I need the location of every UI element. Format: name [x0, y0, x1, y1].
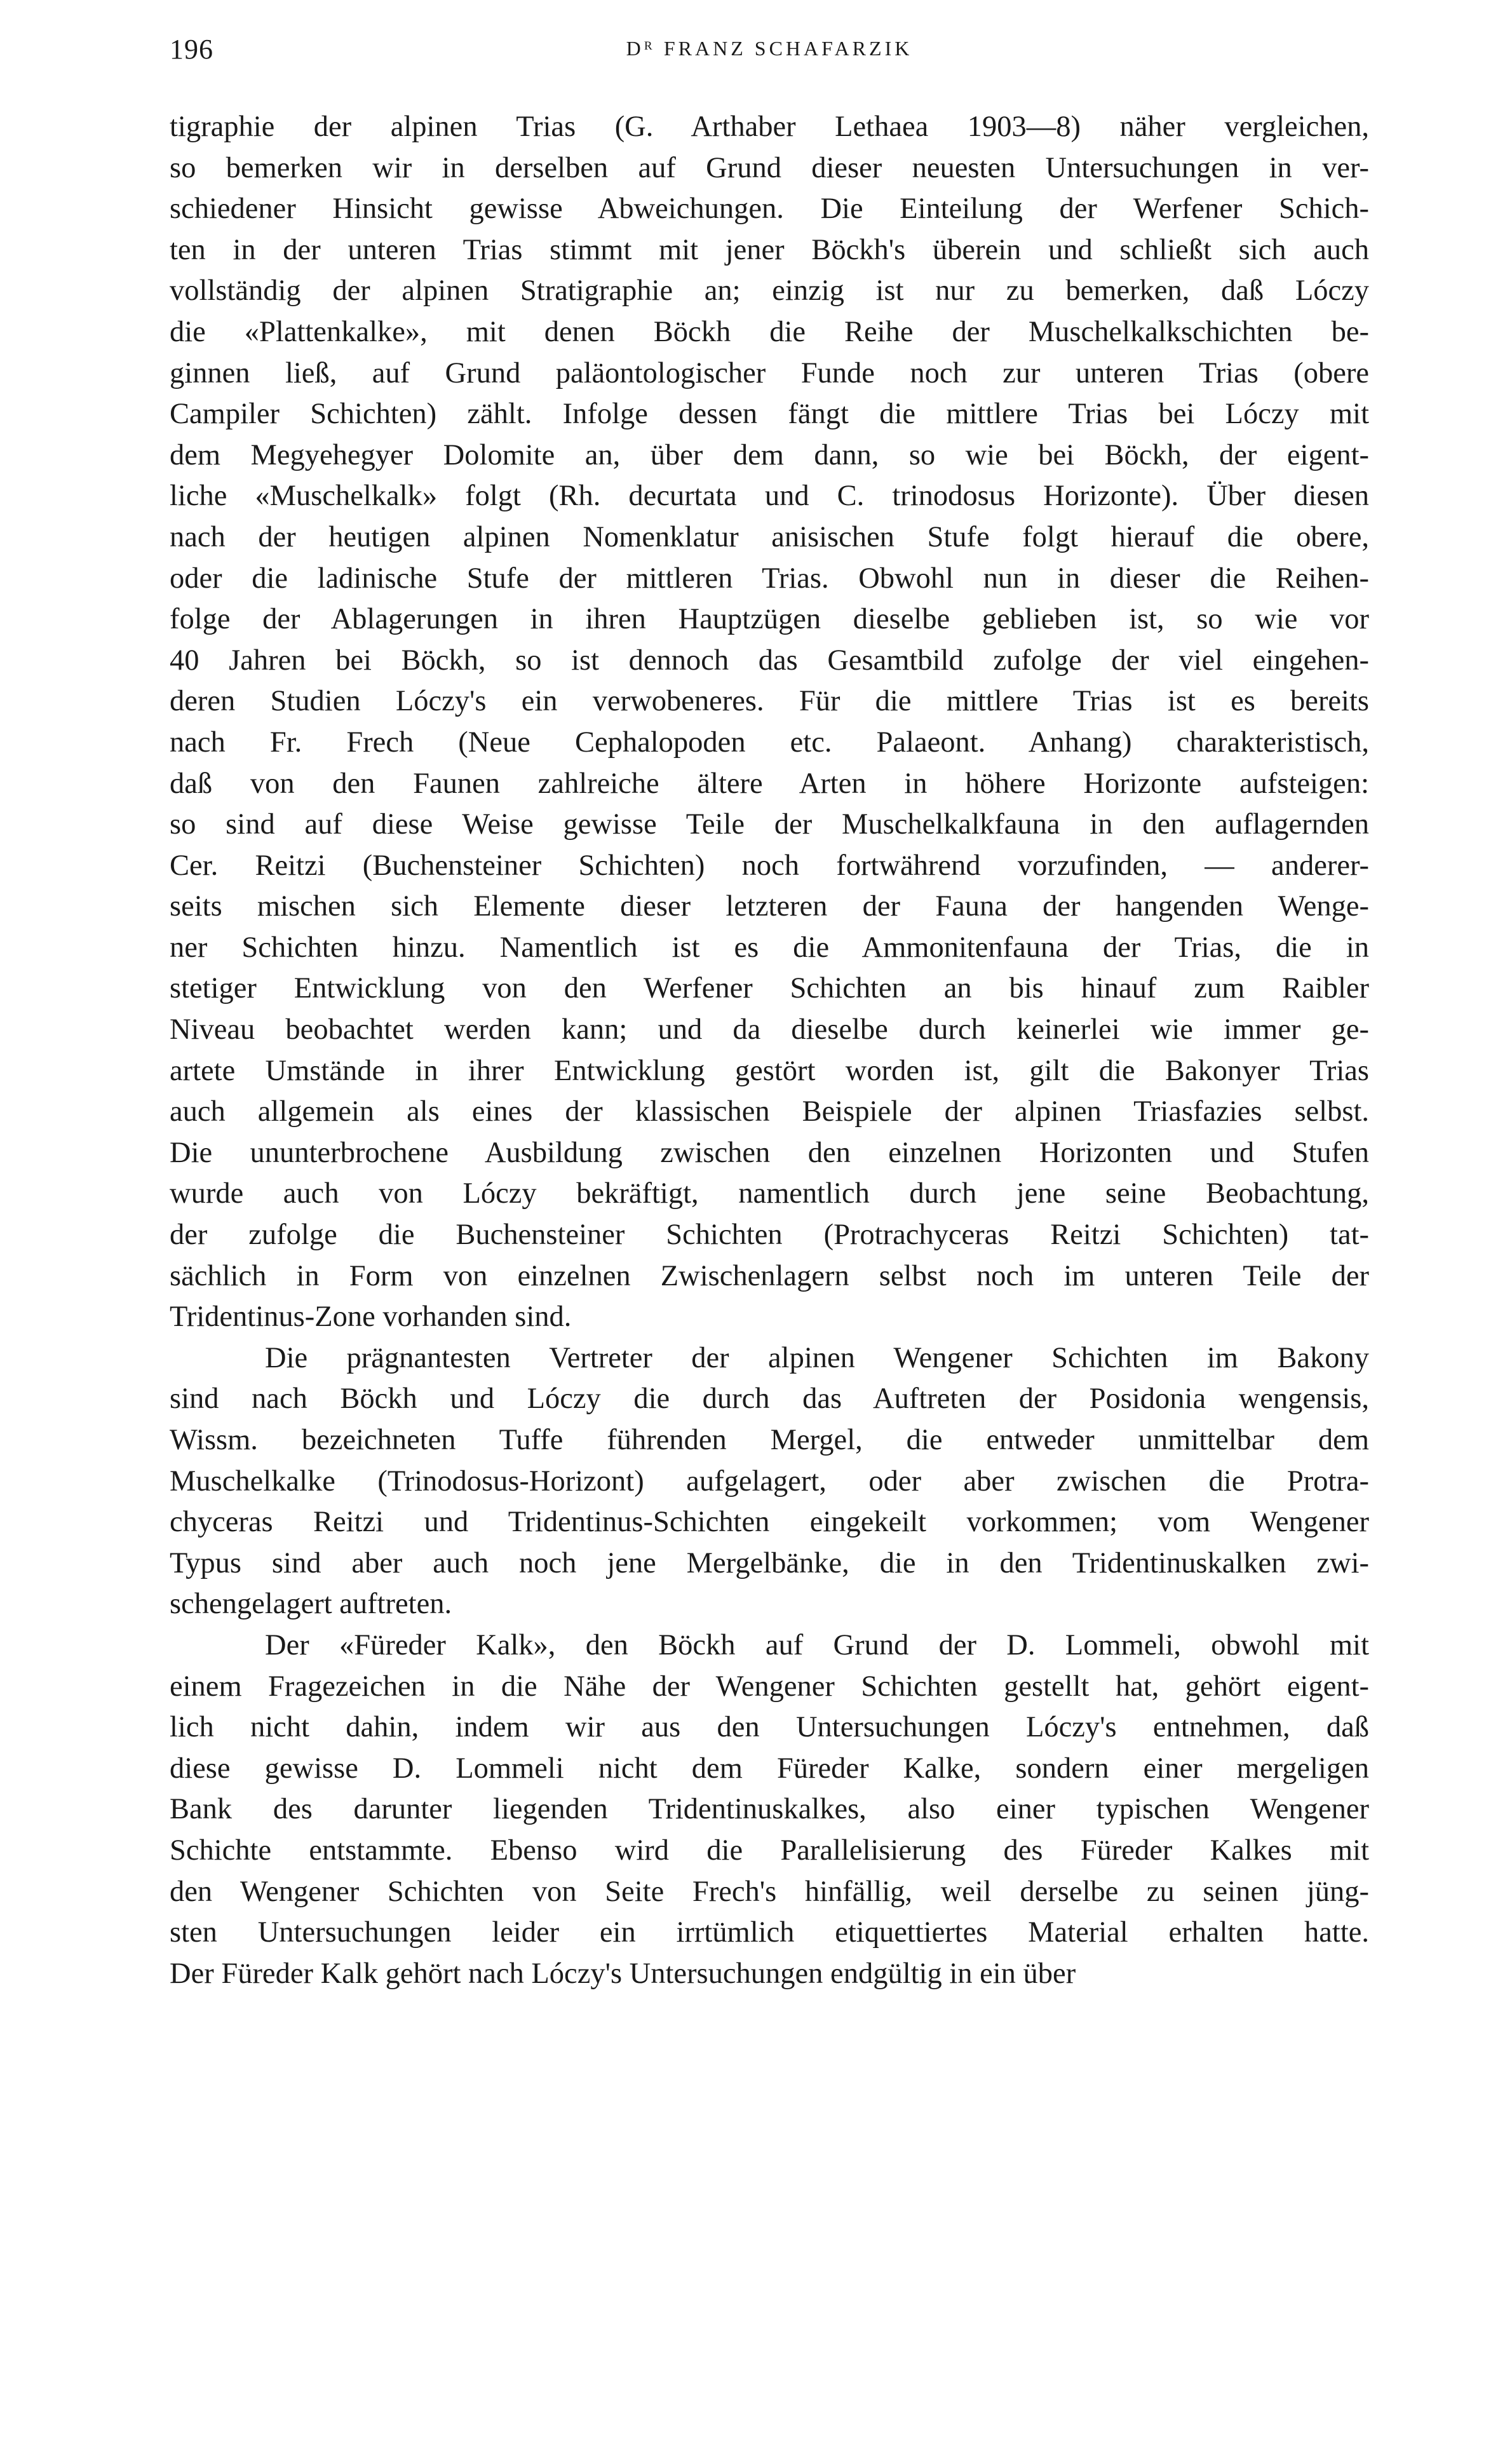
text-line: Wissm. bezeichneten Tuffe führenden Mergel, die entweder unmittelbar dem: [170, 1424, 1369, 1456]
paragraph: [170, 1338, 1369, 1625]
page-header: [170, 33, 1369, 71]
text-line: daß von den Faunen zahlreiche ältere Arten in höhere Horizonte aufsteigen:: [170, 767, 1369, 800]
text-line: 40 Jahren bei Böckh, so ist dennoch das Gesamtbild zufolge der viel eingehen-: [170, 644, 1369, 677]
paragraph: [170, 107, 1369, 1338]
text-line: Schichte entstammte. Ebenso wird die Parallelisierung des Füreder Kalkes mit: [170, 1834, 1369, 1867]
text-line: Typus sind aber auch noch jene Mergelbänke, die in den Tridentinuskalken zwi-: [170, 1546, 1369, 1579]
text-line: liche «Muschelkalk» folgt (Rh. decurtata und C. trinodosus Horizonte). Über diesen: [170, 480, 1369, 513]
paragraph: [170, 1625, 1369, 1994]
text-line: folge der Ablagerungen in ihren Hauptzügen dieselbe geblieben ist, so wie vor: [170, 603, 1369, 636]
text-line: sächlich in Form von einzelnen Zwischenlagern selbst noch im unteren Teile der: [170, 1259, 1369, 1292]
text-line: nach der heutigen alpinen Nomenklatur anisischen Stufe folgt hierauf die obere,: [170, 520, 1369, 553]
text-line: Niveau beobachtet werden kann; und da dieselbe durch keinerlei wie immer ge-: [170, 1013, 1369, 1046]
text-line: so bemerken wir in derselben auf Grund dieser neuesten Untersuchungen in ver-: [170, 151, 1369, 184]
running-head: Dᴿ FRANZ SCHAFARZIK: [626, 37, 913, 60]
text-line: der zufolge die Buchensteiner Schichten (Protrachyceras Reitzi Schichten) tat-: [170, 1219, 1369, 1252]
text-line: Die ununterbrochene Ausbildung zwischen den einzelnen Horizonten und Stufen: [170, 1136, 1369, 1169]
text-line: ten in der unteren Trias stimmt mit jener Böckh's überein und schließt sich auch: [170, 233, 1369, 266]
text-line: Muschelkalke (Trinodosus-Horizont) aufgelagert, oder aber zwischen die Protra-: [170, 1464, 1369, 1498]
text-line: nach Fr. Frech (Neue Cephalopoden etc. Palaeont. Anhang) charakteristisch,: [170, 726, 1369, 759]
text-line: die «Plattenkalke», mit denen Böckh die Reihe der Muschelkalkschichten be-: [170, 315, 1369, 348]
text-line: seits mischen sich Elemente dieser letzteren der Fauna der hangenden Wenge-: [170, 890, 1369, 923]
text-line: schiedener Hinsicht gewisse Abweichungen. Die Einteilung der Werfener Schich-: [170, 193, 1369, 226]
text-line: Campiler Schichten) zählt. Infolge dessen fängt die mittlere Trias bei Lóczy mit: [170, 398, 1369, 431]
text-line: diese gewisse D. Lommeli nicht dem Füreder Kalke, sondern einer mergeligen: [170, 1752, 1369, 1785]
text-line: wurde auch von Lóczy bekräftigt, namentlich durch jene seine Beobachtung,: [170, 1177, 1369, 1210]
text-line: ginnen ließ, auf Grund paläontologischer Funde noch zur unteren Trias (obere: [170, 356, 1369, 389]
text-line: Der «Füreder Kalk», den Böckh auf Grund der D. Lommeli, obwohl mit: [265, 1628, 1369, 1661]
text-line: Bank des darunter liegenden Tridentinuskalkes, also einer typischen Wengener: [170, 1793, 1369, 1826]
text-line: artete Umstände in ihrer Entwicklung gestört worden ist, gilt die Bakonyer Trias: [170, 1054, 1369, 1087]
text-line: auch allgemein als eines der klassischen Beispiele der alpinen Triasfazies selbst.: [170, 1095, 1369, 1128]
text-line: Der Füreder Kalk gehört nach Lóczy's Untersuchungen endgültig in ein über: [170, 1957, 1076, 1990]
body-text: [170, 107, 1369, 1994]
text-line: den Wengener Schichten von Seite Frech's hinfällig, weil derselbe zu seinen jüng-: [170, 1875, 1369, 1908]
text-line: sten Untersuchungen leider ein irrtümlich etiquettiertes Material erhalten hatte.: [170, 1916, 1369, 1949]
text-line: dem Megyehegyer Dolomite an, über dem dann, so wie bei Böckh, der eigent-: [170, 438, 1369, 471]
text-line: ner Schichten hinzu. Namentlich ist es die Ammonitenfauna der Trias, die in: [170, 931, 1369, 964]
text-line: Tridentinus-Zone vorhanden sind.: [170, 1301, 572, 1334]
text-line: deren Studien Lóczy's ein verwobeneres. Für die mittlere Trias ist es bereits: [170, 685, 1369, 718]
text-line: vollständig der alpinen Stratigraphie an; einzig ist nur zu bemerken, daß Lóczy: [170, 274, 1369, 308]
text-line: lich nicht dahin, indem wir aus den Untersuchungen Lóczy's entnehmen, daß: [170, 1711, 1369, 1744]
text-line: oder die ladinische Stufe der mittleren Trias. Obwohl nun in dieser die Reihen-: [170, 562, 1369, 595]
text-line: Die prägnantesten Vertreter der alpinen Wengener Schichten im Bakony: [265, 1341, 1369, 1374]
text-line: chyceras Reitzi und Tridentinus-Schichten eingekeilt vorkommen; vom Wengener: [170, 1506, 1369, 1539]
text-line: schengelagert auftreten.: [170, 1588, 452, 1621]
text-line: tigraphie der alpinen Trias (G. Arthaber Lethaea 1903—8) näher vergleichen,: [170, 111, 1369, 143]
page-number: 196: [170, 34, 213, 65]
text-line: Cer. Reitzi (Buchensteiner Schichten) noch fortwährend vorzufinden, — anderer-: [170, 849, 1369, 882]
text-line: einem Fragezeichen in die Nähe der Wengener Schichten gestellt hat, gehört eigent-: [170, 1670, 1369, 1703]
text-line: so sind auf diese Weise gewisse Teile der Muschelkalkfauna in den auflagernden: [170, 808, 1369, 841]
text-line: sind nach Böckh und Lóczy die durch das Auftreten der Posidonia wengensis,: [170, 1383, 1369, 1416]
text-line: stetiger Entwicklung von den Werfener Schichten an bis hinauf zum Raibler: [170, 972, 1369, 1005]
